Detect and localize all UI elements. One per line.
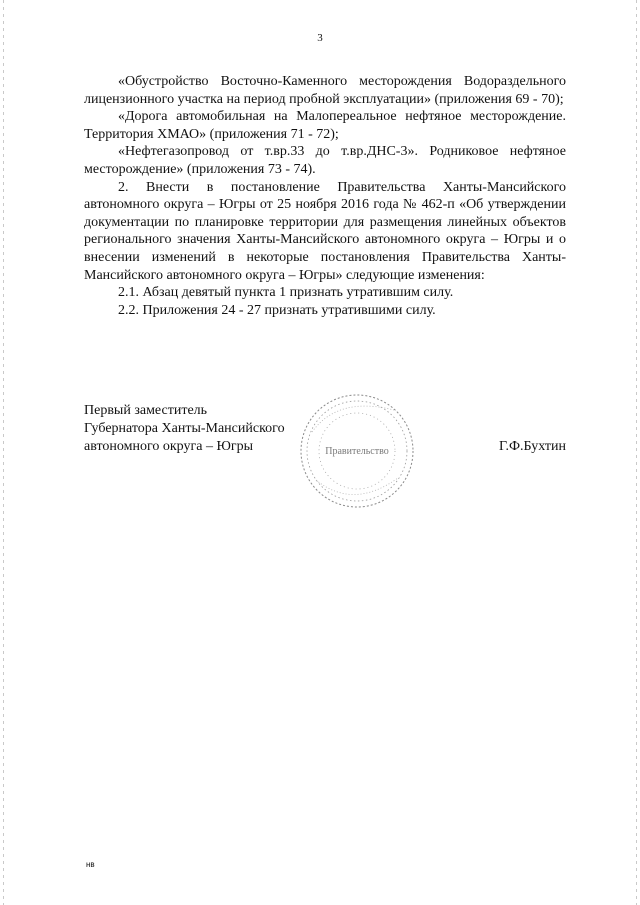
seal-center-text: Правительство	[325, 446, 389, 457]
paragraph-clause-2: 2. Внести в постановление Правительства Ханты-Мансийского автономного округа – Югры от 25 ноября 2016 года № 462-п «Об утверждении документации по планировке территории для размещения линейных объектов регионального значения Ханты-Мансийского автономного округа – Югры и о внесении изменений в некоторые постановления Правительства Ханты-Мансийского автономного округа – Югры» следующие изменения:	[84, 179, 566, 283]
official-seal-stamp	[298, 392, 416, 510]
signatory-title-line-3: автономного округа – Югры	[84, 439, 253, 454]
signatory-title-line-1: Первый заместитель	[84, 403, 208, 418]
signature-block	[84, 402, 566, 512]
paragraph-item-71-72: «Дорога автомобильная на Малопереальное нефтяное месторождение. Территория ХМАО» (приложения 71 - 72);	[84, 109, 566, 142]
paragraph-clause-2-2: 2.2. Приложения 24 - 27 признать утратившими силу.	[118, 302, 436, 318]
signatory-title-line-2: Губернатора Ханты-Мансийского	[84, 421, 285, 436]
scan-edge-left	[3, 0, 4, 905]
page-number: 3	[317, 32, 323, 44]
footer-executor-code: нв	[86, 860, 95, 869]
scan-edge-right	[636, 0, 637, 905]
paragraph-item-73-74: «Нефтегазопровод от т.вр.33 до т.вр.ДНС-3». Родниковое нефтяное месторождение» (приложения 73 - 74).	[84, 144, 566, 177]
paragraph-clause-2-1: 2.1. Абзац девятый пункта 1 признать утратившим силу.	[118, 285, 454, 301]
paragraph-item-69-70: «Обустройство Восточно-Каменного месторождения Водораздельного лицензионного участка на период пробной эксплуатации» (приложения 69 - 70);	[84, 74, 566, 107]
document-body	[84, 73, 566, 319]
signatory-name: Г.Ф.Бухтин	[498, 439, 566, 454]
